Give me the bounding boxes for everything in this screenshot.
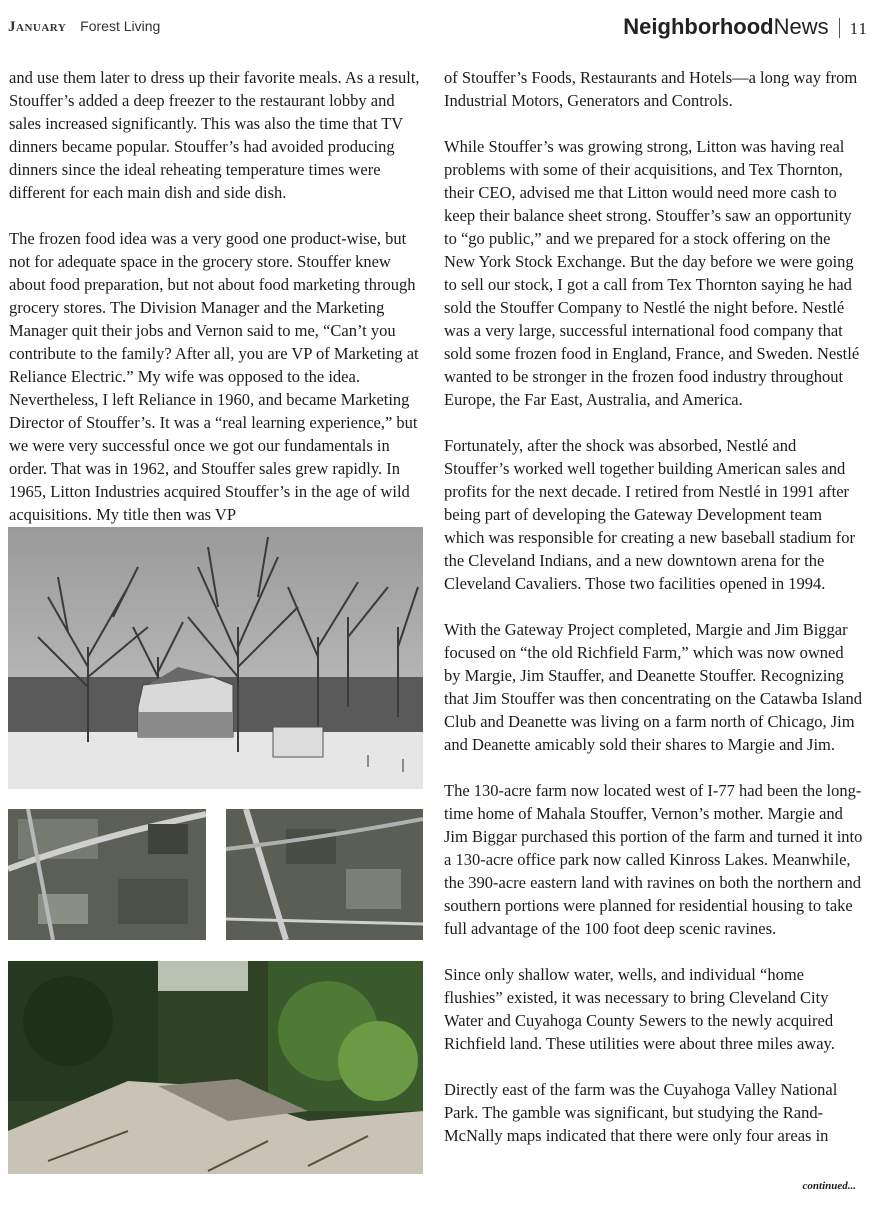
right-paragraph-7: Directly east of the farm was the Cuyahoga Valley National Park. The gamble was significant, but studying the Rand-McNally maps indicated that there were only four areas in [444,1080,838,1145]
left-paragraph-1: and use them later to dress up their favorite meals. As a result, Stouffer’s added a deep freezer to the restaurant lobby and sales increased significantly. This was also the time that TV dinners became popular. Stouffer’s had avoided producing dinners since the ideal reheating temperature times were different for each main dish and side dish. [9,68,420,202]
right-paragraph-4: With the Gateway Project completed, Margie and Jim Biggar focused on “the old Richfield Farm,” which was now owned by Margie, Jim Stauffer, and Deanette Stouffer. Recognizing that Jim Stouffer was then concentrating on the Catawba Island Club and Deanette was living on a farm north of Chicago, Jim and Deanette amicably sold their shares to Margie and Jim. [444,620,863,754]
right-paragraph-6: Since only shallow water, wells, and individual “home flushies” existed, it was necessary to bring Cleveland City Water and Cuyahoga County Sewers to the newly acquired Richfield land. These utilities were about three miles away. [444,965,835,1053]
brand-bold: Neighborhood [623,14,774,39]
right-paragraph-1: of Stouffer’s Foods, Restaurants and Hotels—a long way from Industrial Motors, Generators and Controls. [444,68,858,110]
right-column [444,66,864,1170]
farmhouse-winter-photo [8,527,423,789]
left-column [9,66,429,549]
right-paragraph-2: While Stouffer’s was growing strong, Litton was having real problems with some of their acquisitions, and Tex Thornton, their CEO, advised me that Litton would need more cash to keep their balance sheet strong. Stouffer’s saw an opportunity to “go public,” and we prepared for a stock offering on the New York Stock Exchange. But the day before we were going to sell our stock, I got a call from Tex Thornton saying he had sold the Stouffer Company to Nestlé the night before. Nestlé was a very large, successful international food company that sold some frozen food in England, France, and Sweden. Nestlé wanted to be stronger in the frozen food industry throughout Europe, the Far East, Australia, and America. [444,137,860,409]
aerial-photo-2 [226,809,423,940]
header-left [8,18,160,36]
right-paragraph-5: The 130-acre farm now located west of I-77 had been the long-time home of Mahala Stouffer, Vernon’s mother. Margie and Jim Biggar purchased this portion of the farm and turned it into a 130-acre office park now called Kinross Lakes. Meanwhile, the 390-acre eastern land with ravines on both the northern and southern portions were planned for residential housing to take full advantage of the 100 foot deep scenic ravines. [444,781,863,938]
page-number: 11 [849,19,868,38]
right-paragraph-3: Fortunately, after the shock was absorbed, Nestlé and Stouffer’s worked well together building American sales and profits for the next decade. I retired from Nestlé in 1991 after being part of developing the Gateway Development team which was responsible for creating a new baseball stadium for the Cleveland Indians, and a new downtown arena for the Cleveland Cavaliers. Those two facilities opened in 1994. [444,436,855,593]
aerial-photo-1 [8,809,206,940]
header-right [623,14,868,40]
header-divider [839,18,840,38]
continued-note: continued... [802,1180,856,1192]
header-month: January [8,19,67,35]
header-section: Forest Living [80,18,161,34]
ravine-photo [8,961,423,1174]
page-header [8,14,868,42]
brand-light: News [773,14,829,39]
left-paragraph-2: The frozen food idea was a very good one product-wise, but not for adequate space in the grocery store. Stouffer knew about food preparation, but not about food marketing through grocery stores. The Division Manager and the Marketing Manager quit their jobs and Vernon said to me, “Can’t you contribute to the family? After all, you are VP of Marketing at Reliance Electric.” My wife was opposed to the idea. Nevertheless, I left Reliance in 1960, and became Marketing Director of Stouffer’s. It was a “real learning experience,” but we were very successful once we got our fundamentals in order. That was in 1962, and Stouffer sales grew rapidly. In 1965, Litton Industries acquired Stouffer’s in the age of wild acquisitions. My title then was VP [9,229,419,524]
